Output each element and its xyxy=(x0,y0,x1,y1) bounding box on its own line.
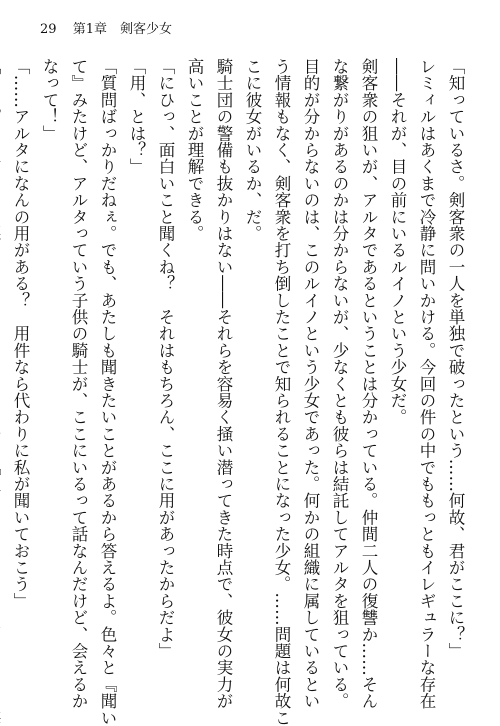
text-line: な繋がりがあるのかは分からないが、少なくとも彼らは結託してアルタを狙っている。 xyxy=(330,58,349,710)
text-line: て』みたけど、アルタっていう子供の騎士が、ここにいるって話なんだけど、会えるか xyxy=(69,58,88,710)
text-line xyxy=(0,58,6,673)
text-line: なって！」 xyxy=(40,58,59,142)
page-number: 29 xyxy=(40,22,57,37)
body-text xyxy=(11,58,470,726)
text-line: 「質問ばっかりだねぇ。でも、あたしも聞きたいことがあるから答えるよ。色々と『聞い xyxy=(98,58,117,726)
text-line: 「……アルタになんの用がある？ 用件なら代わりに私が聞いておこう」 xyxy=(11,58,30,610)
text-line: 「にひっ、面白いこと聞くね？ それはもちろん、ここに用があったからだよ」 xyxy=(156,58,175,660)
text-line: 「用、とは？」 xyxy=(127,58,146,175)
text-line: う情報もなく、剣客衆を打ち倒したことで知られることになった少女。……問題は何故こ xyxy=(272,58,291,726)
running-header xyxy=(40,22,172,38)
chapter-title: 第1章 剣客少女 xyxy=(72,22,172,37)
text-line: 高いことが理解できる。 xyxy=(185,58,204,242)
text-line: 剣客衆の狙いが、アルタであるということは分かっている。仲間二人の復讐か……そん xyxy=(359,58,378,710)
text-line: こに彼女がいるか、だ。 xyxy=(243,58,262,242)
text-line: 騎士団の警備も抜かりはない――それらを容易く掻い潜ってきた時点で、彼女の実力が xyxy=(214,58,233,710)
text-line: レミィルはあくまで冷静に問いかける。今回の件の中でももっともイレギュラーな存在 xyxy=(417,58,436,710)
text-line: ――それが、目の前にいるルイノという少女だ。 xyxy=(388,58,407,426)
text-line: 目的が分からないのは、このルイノという少女であった。何かの組織に属しているとい xyxy=(301,58,320,710)
text-line: 「知っているさ。剣客衆の一人を単独で破ったという……何故、君がここに？」 xyxy=(446,58,465,660)
